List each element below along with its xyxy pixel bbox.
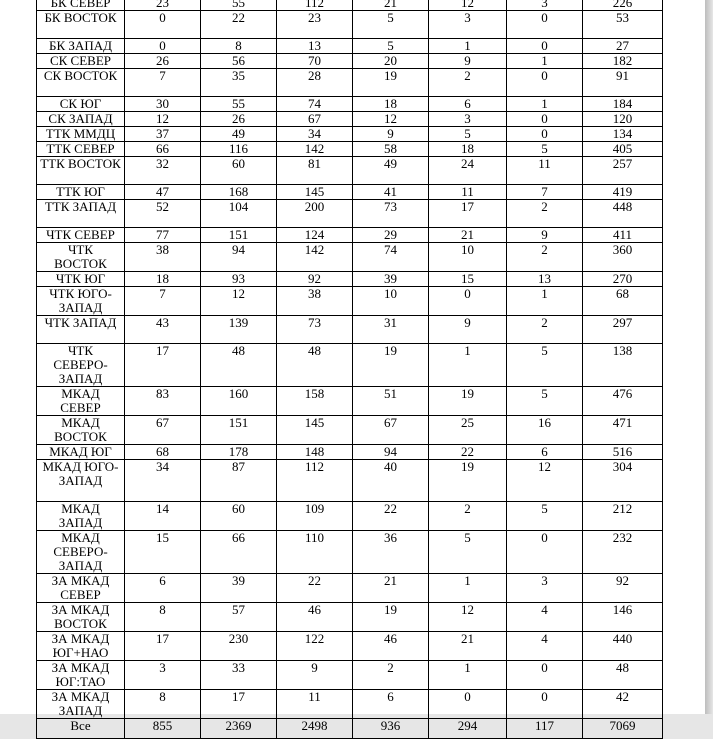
value-cell: 24 [429,157,507,185]
value-cell: 46 [277,603,353,632]
value-cell: 7 [125,287,201,316]
value-cell: 12 [125,112,201,127]
value-cell: 22 [429,445,507,460]
value-cell: 2369 [201,719,277,739]
value-cell: 66 [125,142,201,157]
value-cell: 5 [429,127,507,142]
value-cell: 19 [429,387,507,416]
row-name-cell: МКАД СЕВЕРО-ЗАПАД [37,531,125,574]
table-row [37,661,663,690]
value-cell: 67 [353,416,429,445]
value-cell: 6 [125,574,201,603]
row-total-cell: 68 [583,287,663,316]
row-name-cell: МКАД ВОСТОК [37,416,125,445]
value-cell: 4 [507,603,583,632]
row-total-cell: 92 [583,574,663,603]
value-cell: 3 [429,11,507,39]
value-cell: 36 [353,531,429,574]
value-cell: 33 [201,661,277,690]
table-row [37,445,663,460]
table-row [37,690,663,719]
row-total-cell: 419 [583,185,663,200]
value-cell: 58 [353,142,429,157]
value-cell: 23 [125,0,201,11]
value-cell: 9 [507,228,583,243]
row-total-cell: 91 [583,69,663,97]
value-cell: 12 [507,460,583,502]
value-cell: 168 [201,185,277,200]
row-name-cell: ЗА МКАД ЮГ+НАО [37,632,125,661]
value-cell: 0 [125,39,201,54]
data-table [36,0,663,739]
table-row [37,460,663,502]
row-total-cell: 27 [583,39,663,54]
value-cell: 70 [277,54,353,69]
table-row [37,127,663,142]
row-name-cell: ЧТК ЮГ [37,272,125,287]
value-cell: 8 [125,603,201,632]
value-cell: 48 [201,344,277,387]
table-row [37,142,663,157]
value-cell: 93 [201,272,277,287]
value-cell: 151 [201,416,277,445]
value-cell: 5 [507,344,583,387]
table-row [37,97,663,112]
value-cell: 18 [353,97,429,112]
value-cell: 67 [125,416,201,445]
value-cell: 46 [353,632,429,661]
value-cell: 47 [125,185,201,200]
value-cell: 122 [277,632,353,661]
row-name-cell: ЗА МКАД ВОСТОК [37,603,125,632]
value-cell: 55 [201,97,277,112]
value-cell: 117 [507,719,583,739]
value-cell: 142 [277,243,353,272]
value-cell: 20 [353,54,429,69]
row-total-cell: 184 [583,97,663,112]
value-cell: 7 [507,185,583,200]
row-name-cell: БК ЗАПАД [37,39,125,54]
value-cell: 19 [353,69,429,97]
value-cell: 3 [125,661,201,690]
value-cell: 0 [507,531,583,574]
value-cell: 4 [507,632,583,661]
table-row [37,243,663,272]
value-cell: 21 [429,228,507,243]
table-row [37,632,663,661]
table-row [37,387,663,416]
value-cell: 0 [429,690,507,719]
row-name-cell: ЗА МКАД СЕВЕР [37,574,125,603]
value-cell: 60 [201,502,277,531]
value-cell: 2 [429,69,507,97]
value-cell: 67 [277,112,353,127]
value-cell: 6 [353,690,429,719]
value-cell: 73 [277,316,353,344]
value-cell: 39 [353,272,429,287]
value-cell: 73 [353,200,429,228]
value-cell: 145 [277,185,353,200]
value-cell: 2 [353,661,429,690]
value-cell: 139 [201,316,277,344]
value-cell: 48 [277,344,353,387]
value-cell: 109 [277,502,353,531]
value-cell: 21 [353,574,429,603]
row-total-cell: 304 [583,460,663,502]
value-cell: 0 [429,287,507,316]
value-cell: 0 [507,69,583,97]
value-cell: 77 [125,228,201,243]
value-cell: 11 [277,690,353,719]
row-name-cell: СК ЗАПАД [37,112,125,127]
row-name-cell: ЧТК ЗАПАД [37,316,125,344]
value-cell: 3 [507,574,583,603]
value-cell: 936 [353,719,429,739]
value-cell: 5 [507,142,583,157]
value-cell: 19 [353,603,429,632]
value-cell: 17 [125,632,201,661]
row-name-cell: ТТК ЮГ [37,185,125,200]
value-cell: 0 [507,690,583,719]
value-cell: 37 [125,127,201,142]
row-name-cell: БК СЕВЕР [37,0,125,11]
value-cell: 12 [429,0,507,11]
value-cell: 12 [429,603,507,632]
table-row [37,316,663,344]
value-cell: 8 [125,690,201,719]
table-row [37,11,663,39]
value-cell: 23 [277,11,353,39]
value-cell: 87 [201,460,277,502]
table-row [37,39,663,54]
row-total-cell: 42 [583,690,663,719]
value-cell: 25 [429,416,507,445]
value-cell: 10 [429,243,507,272]
value-cell: 1 [429,344,507,387]
value-cell: 116 [201,142,277,157]
table-row [37,228,663,243]
table-row [37,603,663,632]
row-name-cell: СК ЮГ [37,97,125,112]
value-cell: 0 [507,39,583,54]
value-cell: 66 [201,531,277,574]
value-cell: 34 [277,127,353,142]
value-cell: 158 [277,387,353,416]
row-name-cell: ТТК СЕВЕР [37,142,125,157]
value-cell: 41 [353,185,429,200]
value-cell: 1 [507,54,583,69]
value-cell: 1 [507,287,583,316]
row-name-cell: Все [37,719,125,739]
row-name-cell: СК СЕВЕР [37,54,125,69]
row-total-cell: 516 [583,445,663,460]
row-name-cell: БК ВОСТОК [37,11,125,39]
value-cell: 49 [201,127,277,142]
value-cell: 0 [507,11,583,39]
value-cell: 9 [353,127,429,142]
value-cell: 43 [125,316,201,344]
value-cell: 55 [201,0,277,11]
row-name-cell: ТТК ВОСТОК [37,157,125,185]
value-cell: 9 [429,316,507,344]
value-cell: 22 [353,502,429,531]
value-cell: 9 [429,54,507,69]
value-cell: 0 [507,661,583,690]
row-name-cell: МКАД ЗАПАД [37,502,125,531]
value-cell: 52 [125,200,201,228]
table-row [37,287,663,316]
value-cell: 31 [353,316,429,344]
value-cell: 200 [277,200,353,228]
row-total-cell: 448 [583,200,663,228]
value-cell: 32 [125,157,201,185]
table-row [37,185,663,200]
value-cell: 21 [353,0,429,11]
row-total-cell: 471 [583,416,663,445]
row-total-cell: 146 [583,603,663,632]
value-cell: 0 [507,112,583,127]
value-cell: 7 [125,69,201,97]
row-name-cell: СК ВОСТОК [37,69,125,97]
value-cell: 68 [125,445,201,460]
value-cell: 21 [429,632,507,661]
row-name-cell: ЧТК ВОСТОК [37,243,125,272]
value-cell: 2498 [277,719,353,739]
value-cell: 40 [353,460,429,502]
value-cell: 110 [277,531,353,574]
value-cell: 1 [429,39,507,54]
table-row [37,531,663,574]
value-cell: 49 [353,157,429,185]
value-cell: 29 [353,228,429,243]
value-cell: 17 [201,690,277,719]
value-cell: 5 [507,387,583,416]
value-cell: 74 [277,97,353,112]
row-total-cell: 138 [583,344,663,387]
row-total-cell: 360 [583,243,663,272]
table-row [37,272,663,287]
value-cell: 3 [429,112,507,127]
value-cell: 60 [201,157,277,185]
value-cell: 151 [201,228,277,243]
table-row [37,200,663,228]
row-total-cell: 120 [583,112,663,127]
value-cell: 13 [507,272,583,287]
value-cell: 11 [429,185,507,200]
row-total-cell: 134 [583,127,663,142]
value-cell: 19 [353,344,429,387]
value-cell: 51 [353,387,429,416]
value-cell: 18 [429,142,507,157]
table-row [37,344,663,387]
value-cell: 94 [353,445,429,460]
value-cell: 8 [201,39,277,54]
row-name-cell: ЗА МКАД ЮГ:ТАО [37,661,125,690]
value-cell: 12 [201,287,277,316]
value-cell: 17 [429,200,507,228]
value-cell: 15 [429,272,507,287]
value-cell: 22 [201,11,277,39]
row-name-cell: ЧТК СЕВЕР [37,228,125,243]
value-cell: 5 [507,502,583,531]
value-cell: 160 [201,387,277,416]
value-cell: 178 [201,445,277,460]
value-cell: 18 [125,272,201,287]
value-cell: 57 [201,603,277,632]
row-total-cell: 212 [583,502,663,531]
table-row [37,502,663,531]
value-cell: 15 [125,531,201,574]
row-total-cell: 7069 [583,719,663,739]
table-row [37,112,663,127]
value-cell: 148 [277,445,353,460]
row-total-cell: 440 [583,632,663,661]
value-cell: 124 [277,228,353,243]
value-cell: 22 [277,574,353,603]
table-row [37,719,663,739]
row-name-cell: ТТК ММДЦ [37,127,125,142]
row-total-cell: 476 [583,387,663,416]
row-name-cell: ЧТК ЮГО-ЗАПАД [37,287,125,316]
value-cell: 2 [507,243,583,272]
value-cell: 9 [277,661,353,690]
value-cell: 56 [201,54,277,69]
row-name-cell: МКАД ЮГО-ЗАПАД [37,460,125,502]
value-cell: 112 [277,460,353,502]
value-cell: 0 [125,11,201,39]
value-cell: 13 [277,39,353,54]
row-total-cell: 297 [583,316,663,344]
value-cell: 28 [277,69,353,97]
value-cell: 26 [125,54,201,69]
value-cell: 0 [507,127,583,142]
row-total-cell: 53 [583,11,663,39]
value-cell: 19 [429,460,507,502]
value-cell: 11 [507,157,583,185]
value-cell: 294 [429,719,507,739]
value-cell: 30 [125,97,201,112]
value-cell: 1 [507,97,583,112]
value-cell: 81 [277,157,353,185]
value-cell: 230 [201,632,277,661]
value-cell: 6 [507,445,583,460]
row-total-cell: 232 [583,531,663,574]
value-cell: 14 [125,502,201,531]
row-name-cell: МКАД ЮГ [37,445,125,460]
table-body [37,0,663,739]
value-cell: 3 [507,0,583,11]
value-cell: 5 [353,11,429,39]
value-cell: 2 [507,316,583,344]
row-total-cell: 257 [583,157,663,185]
row-name-cell: ЗА МКАД ЗАПАД [37,690,125,719]
value-cell: 74 [353,243,429,272]
value-cell: 34 [125,460,201,502]
table-row [37,157,663,185]
row-total-cell: 411 [583,228,663,243]
value-cell: 17 [125,344,201,387]
value-cell: 1 [429,574,507,603]
table-row [37,69,663,97]
value-cell: 39 [201,574,277,603]
value-cell: 6 [429,97,507,112]
value-cell: 112 [277,0,353,11]
value-cell: 38 [277,287,353,316]
row-total-cell: 182 [583,54,663,69]
row-total-cell: 270 [583,272,663,287]
value-cell: 16 [507,416,583,445]
value-cell: 855 [125,719,201,739]
row-total-cell: 405 [583,142,663,157]
value-cell: 1 [429,661,507,690]
value-cell: 142 [277,142,353,157]
value-cell: 104 [201,200,277,228]
value-cell: 35 [201,69,277,97]
value-cell: 5 [429,531,507,574]
row-total-cell: 226 [583,0,663,11]
row-name-cell: ЧТК СЕВЕРО-ЗАПАД [37,344,125,387]
value-cell: 12 [353,112,429,127]
value-cell: 2 [507,200,583,228]
table-row [37,54,663,69]
table-row [37,0,663,11]
page-edge-shadow [705,0,713,714]
value-cell: 92 [277,272,353,287]
value-cell: 2 [429,502,507,531]
value-cell: 145 [277,416,353,445]
table-row [37,574,663,603]
value-cell: 83 [125,387,201,416]
row-name-cell: МКАД СЕВЕР [37,387,125,416]
value-cell: 94 [201,243,277,272]
row-total-cell: 48 [583,661,663,690]
value-cell: 5 [353,39,429,54]
value-cell: 26 [201,112,277,127]
value-cell: 10 [353,287,429,316]
table-row [37,416,663,445]
value-cell: 38 [125,243,201,272]
row-name-cell: ТТК ЗАПАД [37,200,125,228]
